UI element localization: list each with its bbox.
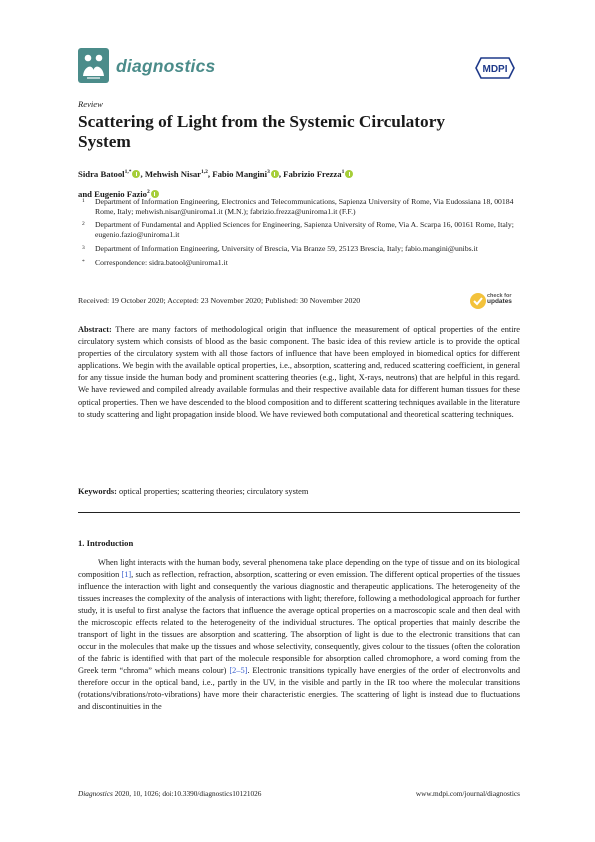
author-affiliation-mark: 1,2 xyxy=(201,169,208,175)
author-name: Fabio Mangini xyxy=(212,169,268,179)
affiliation-item xyxy=(78,244,520,254)
keywords-text: optical properties; scattering theories; circulatory system xyxy=(119,487,309,496)
abstract-text: There are many factors of methodological origin that influence the measurement of optical properties of the entire circulatory system which consists of blood as the basic component. The basic idea of this review article is to provide the optical properties of the circulatory system with all those factors of influence that have been employed in biomedical optics for different applications. We begin with the available optical properties, i.e., absorption, scattering and, reduced scattering coefficient, in general for any tissue inside the human body and prominent scattering theories (e.g., light, X-rays, neutrons) that are helpful in this regard. We have reviewed and compiled already available formulas and their respective available data for different human tissues for these optical properties. Then we have descended to the blood composition and to different scattering techniques available in the literature to study scattering and light propagation inside blood. We have reviewed both computational and theoretical scattering techniques. xyxy=(78,325,521,419)
abstract xyxy=(78,324,520,421)
author-affiliation-mark: 1 xyxy=(341,169,345,175)
article-type: Review xyxy=(78,99,103,109)
affiliation-text: Department of Information Engineering, Electronics and Telecommunications, Sapienza University of Rome, Via Eudossiana 18, 00184 Rome, Italy; mehwish.nisar@uniroma1.it (M.N.); fabrizio.frezza@uniroma1.it (F.F.) xyxy=(95,197,514,216)
author-separator: , xyxy=(278,169,284,179)
footer-journal: Diagnostics xyxy=(78,789,113,798)
section-heading: 1. Introduction xyxy=(78,538,134,548)
orcid-icon[interactable] xyxy=(345,170,353,178)
footer-url[interactable]: www.mdpi.com/journal/diagnostics xyxy=(415,789,520,798)
article-title: Scattering of Light from the Systemic Circulatory System xyxy=(78,112,445,151)
author-affiliation-mark: 3 xyxy=(267,169,270,175)
orcid-icon[interactable] xyxy=(271,170,279,178)
affiliation-mark: 3 xyxy=(82,244,85,251)
intro-text-part: , such as reflection, refraction, absorption, scattering or even emission. The different optical properties of the tissues influence the interaction with light and consequently the various diagnostic and therapeutic applications. The heterogeneity of the tissues increases the complexity of the analysis of interactions with light; therefore, following a methodological approach for further study, it is useful to first analyse the factors that influence the average optical properties on a macroscopic scale and then deal with the microscopic effects related to the heterogeneity of the individual structures. The optical properties that mainly describe the transport of light in the tissues are absorption and scattering. The absorption of light is due to the electronic transitions that can occur in the molecules that make up the tissues and whose selectivity, consequently, gives colour to the tissues (often the coloration of the fabric is identified with that part of the molecule responsible for absorption called chromophore, a word coming from the Greek term “chroma” which means colour) xyxy=(78,570,520,675)
intro-text-part: . Electronic transitions typically have energies of the order of electronvolts and therefore occur in the optical band, i.e., partly in the UV, in the visible and partly in the IR too where the molecular transitions (rotations/vibrations/roto-vibrations) have more their characteristic energies. The scattering of light is instead due to fluctuations and discontinuities in the xyxy=(78,666,520,711)
keywords-label: Keywords: xyxy=(78,487,117,496)
affiliation-item xyxy=(78,197,520,216)
affiliation-text: Correspondence: sidra.batool@uniroma1.it xyxy=(95,257,228,267)
intro-text-part: When light interacts with the human body, several phenomena take place depending on the type of tissue and on its biological composition xyxy=(78,558,520,579)
affiliation-item xyxy=(78,220,520,239)
author-separator: , xyxy=(140,169,145,179)
mdpi-logo-text: MDPI xyxy=(482,64,508,75)
affiliation-mark: 2 xyxy=(82,221,85,228)
affiliation-item xyxy=(78,258,520,268)
author-affiliation-mark: 1,* xyxy=(124,169,132,175)
publication-dates: Received: 19 October 2020; Accepted: 23 November 2020; Published: 30 November 2020 xyxy=(78,296,361,305)
introduction-paragraph xyxy=(78,557,520,713)
author-separator: , xyxy=(207,169,213,179)
affiliation-text: Department of Information Engineering, University of Brescia, Via Branze 59, 25123 Brescia, Italy; fabio.mangini@unibs.it xyxy=(95,243,478,253)
diagnostics-logo-icon xyxy=(78,48,109,83)
affiliation-mark: * xyxy=(82,258,85,265)
section-divider xyxy=(78,512,520,513)
check-updates-line2: updates xyxy=(487,298,512,305)
footer-citation xyxy=(78,789,261,798)
citation-link[interactable]: [1] xyxy=(121,570,132,579)
author-name: Fabrizio Frezza xyxy=(283,169,342,179)
author-name: and Eugenio Fazio xyxy=(78,188,148,199)
check-for-updates-label[interactable] xyxy=(487,293,512,305)
author-name: Sidra Batool xyxy=(78,169,125,179)
author-affiliation-mark: 2 xyxy=(147,188,150,195)
check-updates-line1: check for xyxy=(487,293,512,299)
keywords xyxy=(78,487,520,496)
journal-name: diagnostics xyxy=(116,56,216,76)
affiliation-mark: 1 xyxy=(82,198,85,204)
abstract-label: Abstract: xyxy=(78,325,112,334)
affiliation-text: Department of Fundamental and Applied Sciences for Engineering, Sapienza University of Rome, Via A. Scarpa 16, 00161 Rome, Italy; eugenio.fazio@uniroma1.it xyxy=(95,220,514,239)
citation-link[interactable]: [2–5] xyxy=(229,666,248,675)
mdpi-logo xyxy=(475,57,515,79)
author-name: Mehwish Nisar xyxy=(144,169,202,179)
affiliations-list xyxy=(78,197,520,271)
footer-citation-text: 2020, 10, 1026; doi:10.3390/diagnostics10121026 xyxy=(112,789,262,798)
